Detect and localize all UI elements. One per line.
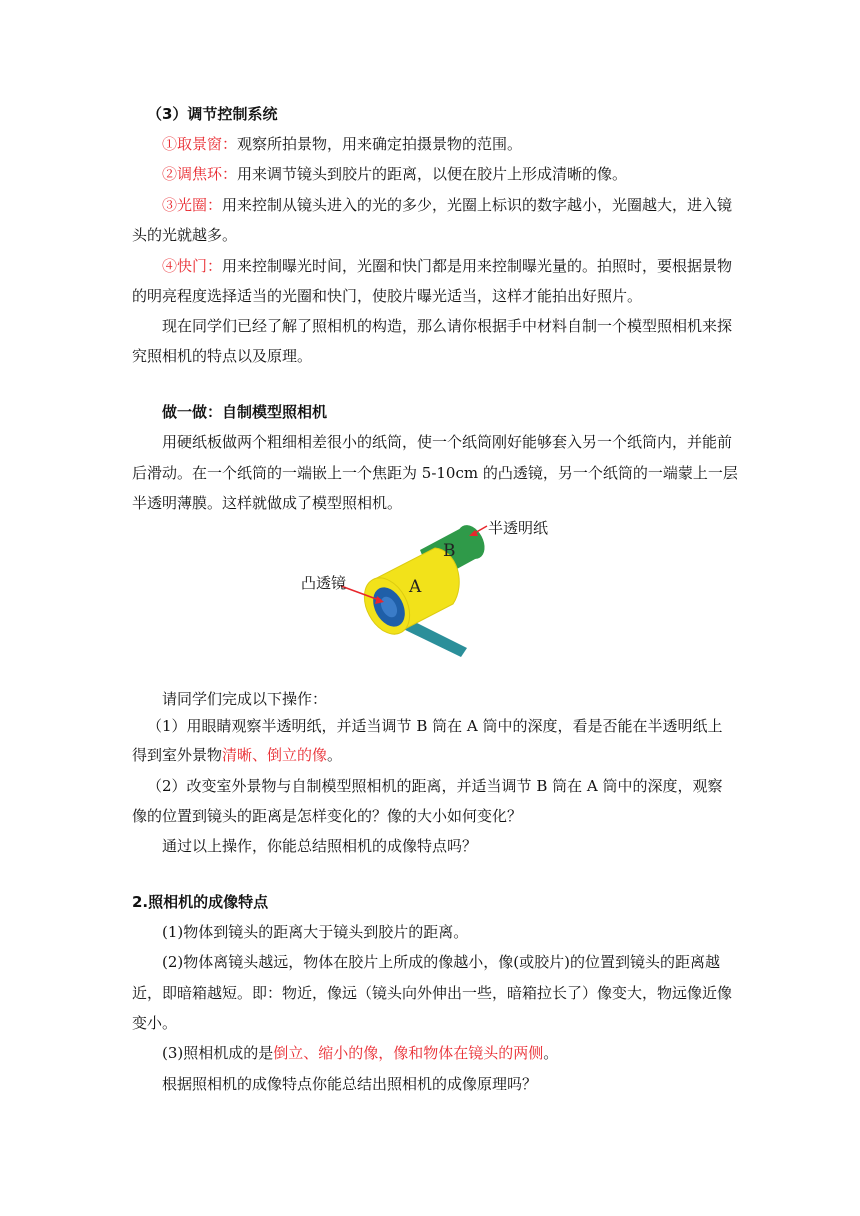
operation-1-line1: （1）用眼睛观察半透明纸，并适当调节 B 筒在 A 筒中的深度，看是否能在半透明纸上 (147, 717, 723, 735)
feature-2-line1: (2)物体离镜头越远，物体在胶片上所成的像越小，像(或胶片)的位置到镜头的距离越 (162, 953, 720, 971)
item-term: ①取景窗： (162, 135, 238, 153)
section3-heading: （3）调节控制系统 (147, 105, 278, 123)
convex-lens-label: 凸透镜 (301, 574, 347, 592)
item-term: ④快门： (162, 257, 223, 275)
item-aperture (162, 195, 762, 215)
section3-para-line2: 究照相机的特点以及原理。 (132, 347, 313, 365)
item-aperture-cont: 头的光就越多。 (132, 226, 238, 244)
op1-text: 得到室外景物 (132, 746, 223, 764)
item-shutter (162, 256, 762, 276)
tube-a-letter: A (409, 577, 422, 597)
item-term: ③光圈： (162, 196, 223, 214)
feature-3 (162, 1043, 762, 1063)
feature-2-line2: 近，即暗箱越短。即：物近，像远（镜头向外伸出一些，暗箱拉长了）像变大，物远像近像 (132, 984, 733, 1002)
feature-2-line3: 变小。 (132, 1014, 178, 1032)
section2-heading: 2.照相机的成像特点 (132, 893, 269, 911)
item-focus-ring (162, 164, 762, 184)
item-term: ②调焦环： (162, 165, 238, 183)
activity-heading: 做一做：自制模型照相机 (162, 403, 328, 421)
section3-para-line1: 现在同学们已经了解了照相机的构造，那么请你根据手中材料自制一个模型照相机来探 (162, 317, 733, 335)
activity-line1: 用硬纸板做两个粗细相差很小的纸筒，使一个纸筒刚好能够套入另一个纸筒内，并能前 (162, 433, 733, 451)
model-camera-figure (295, 516, 570, 664)
tube-b-letter: B (443, 541, 456, 561)
op1-end: 。 (327, 746, 343, 764)
translucent-paper-label: 半透明纸 (488, 519, 549, 537)
activity-line3: 半透明薄膜。这样就做成了模型照相机。 (132, 494, 403, 512)
feature-1: (1)物体到镜头的距离大于镜头到胶片的距离。 (162, 923, 469, 941)
feature-3-text: (3)照相机成的是 (162, 1044, 274, 1062)
operation-2-line1: （2）改变室外景物与自制模型照相机的距离，并适当调节 B 筒在 A 筒中的深度，观察 (147, 777, 723, 795)
item-text: 观察所拍景物，用来确定拍摄景物的范围。 (237, 135, 523, 153)
item-text: 用来调节镜头到胶片的距离，以便在胶片上形成清晰的像。 (237, 165, 628, 183)
item-shutter-cont: 的明亮程度选择适当的光圈和快门，使胶片曝光适当，这样才能拍出好照片。 (132, 287, 643, 305)
item-viewfinder (162, 134, 762, 154)
operation-1-line2 (132, 745, 732, 765)
item-text: 用来控制曝光时间，光圈和快门都是用来控制曝光量的。拍照时，要根据景物 (222, 257, 733, 275)
section2-question: 根据照相机的成像特点你能总结出照相机的成像原理吗？ (162, 1075, 538, 1093)
feature-3-highlight: 倒立、缩小的像，像和物体在镜头的两侧 (273, 1044, 544, 1062)
item-text: 用来控制从镜头进入的光的多少，光圈上标识的数字越小，光圈越大，进入镜 (222, 196, 733, 214)
operation-2-line2: 像的位置到镜头的距离是怎样变化的？像的大小如何变化？ (132, 807, 523, 825)
operations-intro: 请同学们完成以下操作： (162, 690, 328, 708)
operations-summary: 通过以上操作，你能总结照相机的成像特点吗？ (162, 837, 478, 855)
op1-highlight: 清晰、倒立的像 (222, 746, 328, 764)
feature-3-end: 。 (543, 1044, 559, 1062)
activity-line2: 后滑动。在一个纸筒的一端嵌上一个焦距为 5-10cm 的凸透镜，另一个纸筒的一端蒙上一层 (132, 464, 738, 482)
